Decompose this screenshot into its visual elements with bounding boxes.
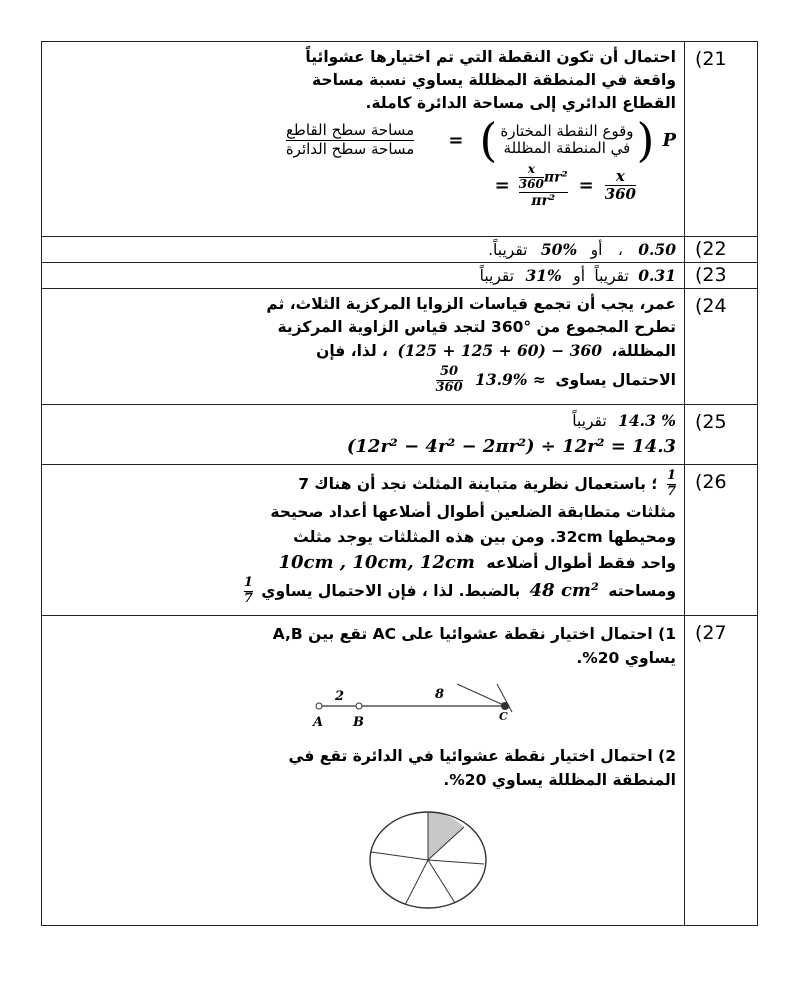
- label-c: C: [499, 710, 508, 723]
- result-denominator: 360: [604, 185, 636, 204]
- question-number-25: (25: [685, 405, 758, 465]
- event-line-1: وقوع النقطة المختارة: [500, 121, 634, 140]
- answer-26-area-label: ومساحته: [608, 581, 676, 600]
- answer-24-line-3: [52, 339, 676, 363]
- answer-26-line-4: [52, 550, 676, 576]
- answer-26-line-2: مثلثات متطابقة الضلعين أطوال أضلاعها أعداد صحيحة: [270, 502, 676, 521]
- segment-figure: [52, 678, 676, 732]
- label-bc: 8: [435, 687, 445, 702]
- answer-26-sides-label: واحد فقط أطوال أضلاعه: [486, 553, 676, 572]
- answer-23-approx-a: تقريباً: [594, 267, 629, 285]
- point-b: [356, 703, 362, 709]
- event-description: [500, 123, 633, 158]
- answer-24-angle-expression: (125 + 125 + 60) − 360: [397, 341, 603, 360]
- answer-row-21: [42, 42, 758, 237]
- radius-6: [371, 852, 428, 860]
- answer-21-line-2: واقعة في المنطقة المظللة يساوي نسبة مساحة: [312, 71, 676, 89]
- label-a: A: [313, 715, 324, 730]
- answer-25-percent: 14.3 %: [618, 411, 676, 430]
- formula-line: [52, 163, 676, 209]
- answer-26-frac-num-2: 1: [243, 574, 253, 590]
- answer-24-percent: 13.9% ≈: [475, 369, 546, 389]
- answers-table: [41, 41, 758, 926]
- answer-27-part2-line-1: 2) احتمال اختيار نقطة عشوائيا في الدائرة تقع في: [288, 747, 676, 765]
- answer-27-part2-line-2: المنطقة المظللة يساوي 20%.: [443, 771, 676, 789]
- answer-23-approx-b: تقريباً: [479, 267, 515, 285]
- answer-23-decimal: 0.31: [638, 266, 676, 285]
- circle-diagram: [363, 806, 493, 914]
- answer-27: [42, 616, 685, 926]
- circle-figure: [52, 806, 676, 921]
- answer-24-numerator: 50: [440, 364, 459, 379]
- answer-23: [42, 263, 685, 289]
- answer-24-denominator: 360: [435, 379, 463, 395]
- probability-symbol: P: [662, 129, 676, 151]
- left-paren: (: [479, 113, 498, 167]
- area-ratio: [286, 122, 414, 158]
- answer-25-approx: تقريباً: [572, 412, 607, 430]
- answer-22-percent: 50%: [540, 240, 578, 259]
- question-number-27: (27: [685, 616, 758, 926]
- probability-equation: [52, 113, 676, 167]
- answer-row-22: [42, 237, 758, 263]
- answer-25: [42, 405, 685, 465]
- answer-26-conclusion: بالضبط. لذا ، فإن الاحتمال يساوي: [261, 581, 521, 600]
- answer-26: [42, 465, 685, 616]
- answer-24: [42, 289, 685, 405]
- answer-22-or: أو: [590, 241, 603, 259]
- answer-26-line-1: [52, 469, 676, 500]
- formula-fraction: [519, 163, 568, 209]
- answer-24-line-4: [52, 365, 676, 396]
- answer-22-approx: تقريباً.: [488, 241, 528, 259]
- answer-24-shaded-label: المظللة،: [611, 342, 676, 360]
- answer-row-25: [42, 405, 758, 465]
- answer-25-line-1: [52, 409, 676, 433]
- equals-sign-3: =: [578, 175, 594, 197]
- answer-26-frac-den-2: 7: [243, 590, 253, 606]
- radius-5: [405, 860, 428, 905]
- answer-26-line-5: [52, 576, 676, 607]
- segment-diagram: [307, 678, 547, 732]
- point-c: [501, 702, 509, 710]
- label-ab: 2: [335, 689, 345, 704]
- answer-row-27: [42, 616, 758, 926]
- answer-row-24: [42, 289, 758, 405]
- answer-26-fraction-top: [667, 469, 676, 500]
- answer-26-area: 48 cm²: [529, 579, 599, 601]
- question-number-21: (21: [685, 42, 758, 237]
- label-b: B: [353, 715, 364, 730]
- answer-22: [42, 237, 685, 263]
- formula-pir2-top: πr²: [543, 169, 568, 186]
- result-fraction: [605, 168, 636, 204]
- equals-sign-2: =: [494, 175, 510, 197]
- radius-3: [428, 860, 484, 864]
- formula-360: 360: [518, 176, 544, 191]
- answer-22-comma: ،: [617, 241, 623, 259]
- answer-24-line-2: تطرح المجموع من °360 لتجد قياس الزاوية المركزية: [277, 318, 676, 336]
- formula-x: x: [527, 162, 535, 176]
- x-over-360: [519, 163, 544, 192]
- question-number-24: (24: [685, 289, 758, 405]
- question-number-23: (23: [685, 263, 758, 289]
- answer-24-line-1: عمر، يجب أن تجمع قياسات الزوايا المركزية الثلاث، ثم: [266, 295, 676, 313]
- answer-21-line-3: القطاع الدائري إلى مساحة الدائرة كاملة.: [365, 94, 676, 112]
- equals-sign: =: [448, 129, 464, 151]
- answer-21: [42, 42, 685, 237]
- answer-23-or: أو: [573, 267, 585, 285]
- answer-24-probability-label: الاحتمال يساوى: [555, 370, 676, 389]
- answer-27-part1-line-1: 1) احتمال اختيار نقطة عشوائيا على AC تقع بين A,B: [272, 625, 676, 643]
- answer-26-sides: 10cm , 10cm, 12cm: [278, 551, 475, 573]
- answer-27-part1-line-2: يساوي 20%.: [576, 649, 676, 667]
- answer-row-23: [42, 263, 758, 289]
- answer-26-text-1: ؛ باستعمال نظرية متباينة المثلث نجد أن هناك 7: [298, 474, 658, 493]
- answer-26-frac-den: 7: [666, 483, 676, 499]
- radius-4: [428, 860, 455, 903]
- question-number-26: (26: [685, 465, 758, 616]
- answer-24-therefore: ، لذا، فإن: [316, 342, 388, 360]
- formula-pir2-bottom: πr²: [519, 192, 568, 209]
- point-a: [316, 703, 322, 709]
- result-numerator: x: [615, 167, 625, 186]
- answer-21-line-1: احتمال أن تكون النقطة التي تم اختيارها عشوائياً: [305, 48, 676, 66]
- answer-26-frac-num: 1: [666, 468, 676, 483]
- answer-26-fraction-bottom: [244, 576, 253, 607]
- answer-25-expression: (12r² − 4r² − 2πr²) ÷ 12r² = 14.3: [346, 436, 676, 457]
- answer-26-line-3: ومحيطها 32cm. ومن بين هذه المثلثات يوجد مثلث: [293, 527, 676, 546]
- question-number-22: (22: [685, 237, 758, 263]
- right-paren: ): [636, 113, 655, 167]
- area-ratio-numerator: مساحة سطح القاطع: [285, 121, 415, 140]
- answer-24-fraction: [436, 365, 463, 396]
- event-line-2: في المنطقة المظللة: [503, 139, 631, 157]
- answer-22-decimal: 0.50: [638, 240, 676, 259]
- area-ratio-denominator: مساحة سطح الدائرة: [285, 139, 415, 158]
- answer-row-26: [42, 465, 758, 616]
- answer-23-percent: 31%: [525, 266, 562, 285]
